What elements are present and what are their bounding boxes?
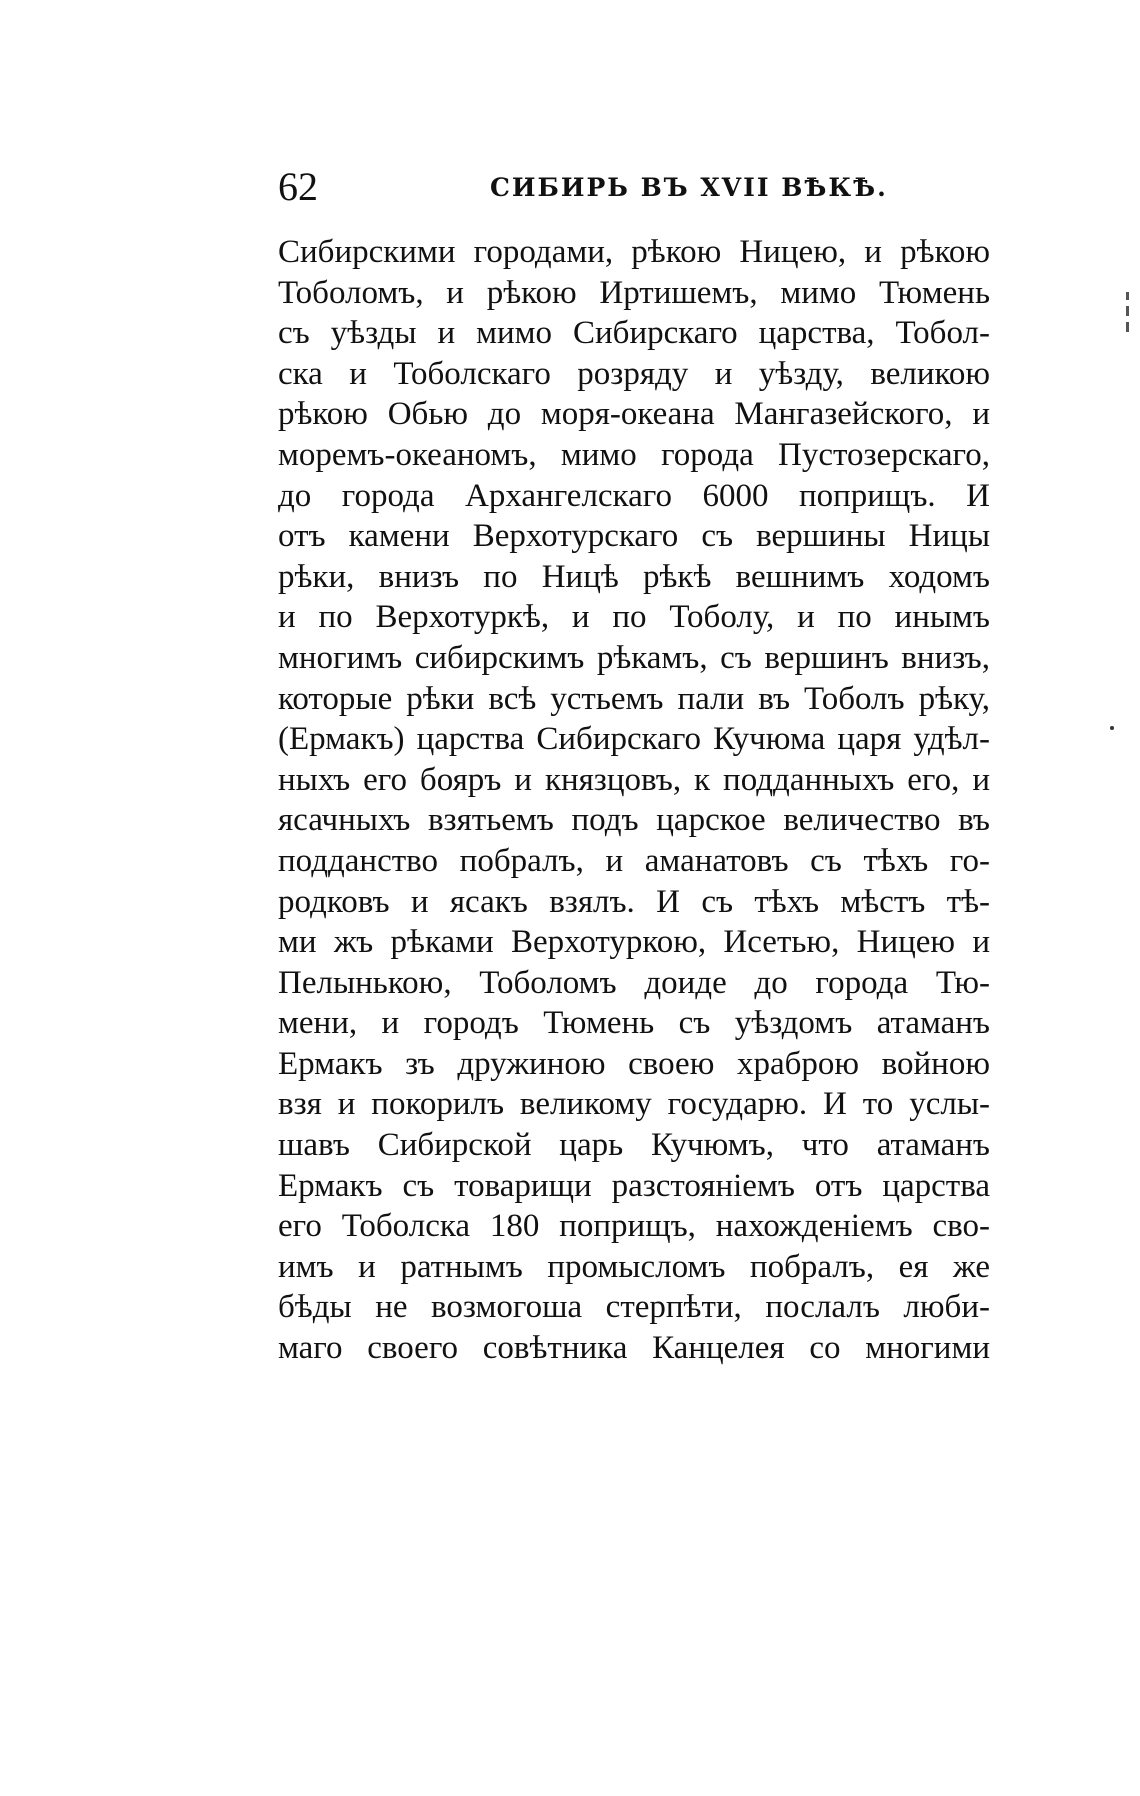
text-line: многимъ сибирскимъ рѣкамъ, съ вершинъ внизъ,: [278, 639, 990, 676]
text-line: ныхъ его бояръ и князцовъ, к подданныхъ его, и: [278, 761, 990, 798]
text-line: съ уѣзды и мимо Сибирскаго царства, Тобол-: [278, 315, 990, 352]
text-line: отъ камени Верхотурскаго съ вершины Ницы: [278, 518, 990, 555]
text-line: Ермакъ зъ дружиною своею храброю войною: [278, 1045, 990, 1082]
text-line: бѣды не возмогоша стерпѣти, послалъ люби-: [278, 1289, 990, 1326]
text-line: мени, и городъ Тюмень съ уѣздомъ атаманъ: [278, 1005, 990, 1042]
scan-mark: [1126, 292, 1129, 300]
text-line: маго своего совѣтника Канцелея со многими: [278, 1330, 990, 1367]
text-line: шавъ Сибирской царь Кучюмъ, что атаманъ: [278, 1127, 990, 1164]
text-line: имъ и ратнымъ промысломъ побралъ, ея же: [278, 1248, 990, 1285]
body-text: [278, 232, 990, 1369]
scan-mark: [1126, 306, 1129, 316]
text-line: которые рѣки всѣ устьемъ пали въ Тоболъ рѣку,: [278, 680, 990, 717]
text-line: Сибирскими городами, рѣкою Ницею, и рѣкою: [278, 234, 990, 270]
text-line: ска и Тоболскаго розряду и уѣзду, великою: [278, 355, 990, 392]
text-line: Ермакъ съ товарищи разстояніемъ отъ царства: [278, 1167, 990, 1204]
text-line: (Ермакъ) царства Сибирскаго Кучюма царя удѣл-: [278, 721, 990, 758]
text-line: до города Архангелскаго 6000 поприщъ. И: [278, 477, 990, 514]
text-line: ясачныхъ взятьемъ подъ царское величество въ: [278, 802, 990, 839]
text-line: родковъ и ясакъ взялъ. И съ тѣхъ мѣстъ тѣ-: [278, 883, 990, 920]
text-line: ми жъ рѣками Верхотуркою, Исетью, Ницею и: [278, 924, 990, 961]
text-line: Пелынькою, Тоболомъ доиде до города Тю-: [278, 964, 990, 1001]
text-line: подданство побралъ, и аманатовъ съ тѣхъ го-: [278, 842, 990, 879]
text-line: моремъ-океаномъ, мимо города Пустозерскаго,: [278, 436, 990, 473]
page-header: [278, 162, 988, 212]
text-line: Тоболомъ, и рѣкою Иртишемъ, мимо Тюмень: [278, 274, 990, 311]
text-line: его Тоболска 180 поприщъ, нахожденіемъ сво-: [278, 1208, 990, 1245]
text-line: рѣкою Обью до моря-океана Мангазейского, и: [278, 396, 990, 433]
scan-dot: [1110, 726, 1114, 730]
page-number: 62: [278, 164, 318, 209]
text-line: и по Верхотуркѣ, и по Тоболу, и по инымъ: [278, 599, 990, 636]
text-line: рѣки, внизъ по Ницѣ рѣкѣ вешнимъ ходомъ: [278, 558, 990, 595]
text-line: взя и покорилъ великому государю. И то услы-: [278, 1086, 990, 1123]
scan-mark: [1126, 322, 1129, 332]
running-head: СИБИРЬ ВЪ XVII ВѢКѢ.: [490, 173, 888, 202]
